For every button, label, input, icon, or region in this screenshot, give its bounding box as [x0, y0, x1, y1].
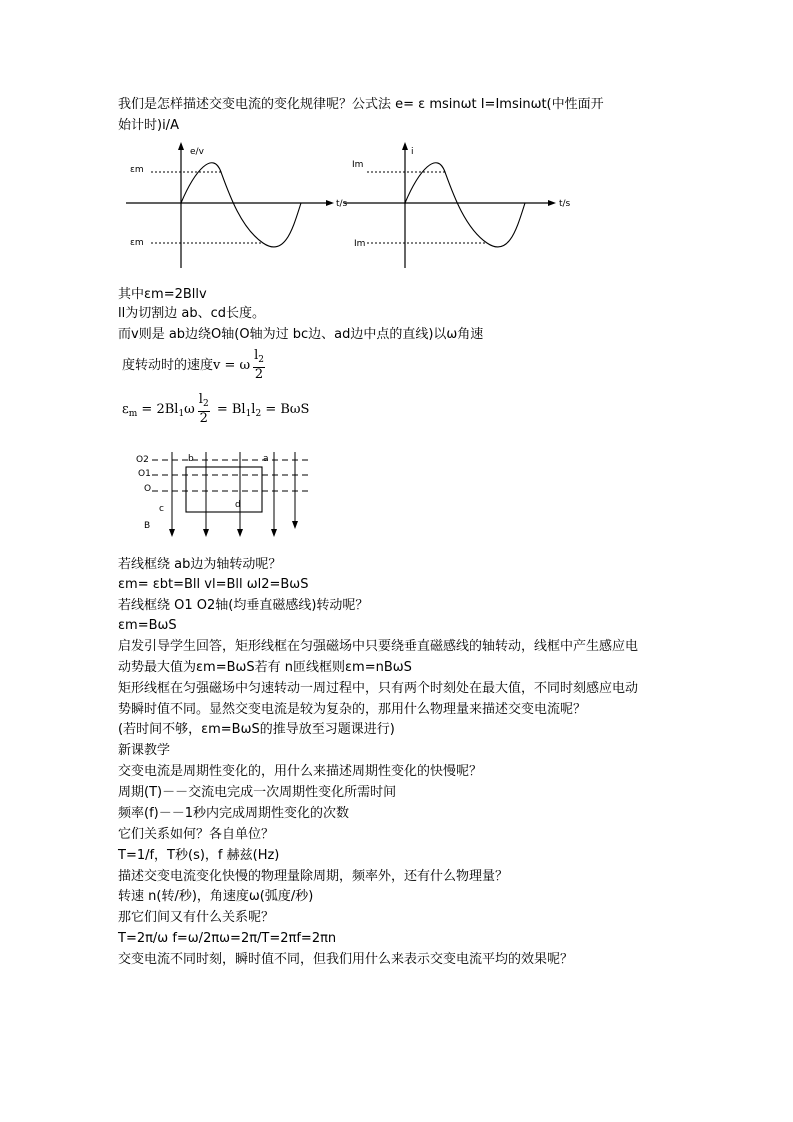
y-axis-label: e/v: [190, 147, 204, 157]
label-a: a: [263, 454, 269, 464]
body-line: 交变电流是周期性变化的，用什么来描述周期性变化的快慢呢？: [118, 764, 483, 779]
max-label: Im: [352, 160, 364, 170]
label-b-field: B: [144, 521, 151, 531]
y-axis-arrow-icon: [178, 142, 184, 150]
emf-rhs1-sub1: 1: [245, 409, 252, 419]
body-line: 频率(f)－－1秒内完成周期性变化的次数: [118, 806, 349, 821]
label-o1: O1: [138, 469, 151, 479]
emf-lhs: ε: [122, 402, 129, 417]
body-line: εm= εbt=Bll vl=Bll ωl2=BωS: [118, 577, 309, 592]
emf-rhs1: = Bl: [212, 402, 246, 417]
body-line: T=1/f，T秒(s)，f 赫兹(Hz): [118, 848, 280, 863]
body-line: T=2π/ω f=ω/2πω=2π/T=2πf=2πn: [118, 931, 337, 946]
def-line-1: 其中εm=2Bllv: [118, 287, 207, 302]
label-o2: O2: [136, 455, 149, 465]
emf-fraction: [198, 393, 210, 426]
def-line-3: 而v则是 ab边绕O轴(O轴为过 bc边、ad边中点的直线)以ω角速: [118, 327, 484, 342]
emf-omega: ω: [184, 402, 195, 417]
x-axis-arrow-icon: [326, 200, 334, 206]
body-line: 转速 n(转/秒)，角速度ω(弧度/秒): [118, 889, 314, 904]
emf-mid-sub: 1: [178, 409, 185, 419]
min-label: εm: [130, 238, 144, 248]
speed-fraction: [253, 349, 265, 382]
body-line: 交变电流不同时刻，瞬时值不同，但我们用什么来表示交变电流平均的效果呢？: [118, 952, 574, 967]
emf-num: l: [198, 392, 203, 407]
emf-rhs1-l: l: [251, 402, 256, 417]
body-line: 动势最大值为εm=BωS若有 n匝线框则εm=nBωS: [118, 660, 412, 675]
label-o: O: [144, 484, 152, 494]
rectangular-coil: [186, 467, 262, 512]
sine-curve: [181, 163, 301, 247]
body-line: 若线框绕 ab边为轴转动呢？: [118, 557, 282, 572]
body-line: 它们关系如何？各自单位？: [118, 827, 275, 842]
speed-num-sub: 2: [258, 355, 265, 365]
body-line: 若线框绕 O1 O2轴(均垂直磁感线)转动呢？: [118, 598, 369, 613]
body-line: 那它们间又有什么关系呢？: [118, 910, 275, 925]
intro-line-1: 我们是怎样描述交变电流的变化规律呢？公式法 e= ε msinωt I=Imsinωt(中性面开: [118, 97, 604, 112]
current-sine-graph: [340, 140, 580, 272]
body-line: (若时间不够，εm=BωS的推导放至习题课进行): [118, 722, 395, 737]
emf-num-sub: 2: [202, 399, 209, 409]
speed-equation: [122, 349, 268, 382]
max-label: εm: [130, 165, 144, 175]
label-b: b: [188, 454, 194, 464]
label-d: d: [235, 500, 241, 510]
body-line: 新课教学: [118, 743, 171, 758]
x-axis-arrow-icon: [548, 200, 556, 206]
body-line: 启发引导学生回答，矩形线框在匀强磁场中只要绕垂直磁感线的轴转动，线框中产生感应电: [118, 639, 639, 654]
body-line: 势瞬时值不同。显然交变电流是较为复杂的，那用什么物理量来描述交变电流呢？: [118, 702, 587, 717]
emf-rhs1-sub2: 2: [255, 409, 262, 419]
magnetic-field-lines: [172, 452, 295, 533]
label-c: c: [159, 504, 164, 514]
emf-equation: [122, 393, 309, 426]
body-line: εm=BωS: [118, 618, 177, 633]
def-line-2: ll为切割边 ab、cd长度。: [118, 306, 265, 321]
body-line: 周期(T)－－交流电完成一次周期性变化所需时间: [118, 785, 397, 800]
emf-rhs2: = BωS: [261, 402, 310, 417]
y-axis-label: i: [411, 147, 414, 157]
field-arrow-icons: [169, 521, 298, 537]
x-axis-label: t/s: [559, 199, 571, 209]
sine-curve: [405, 163, 525, 247]
body-line: 矩形线框在匀强磁场中匀速转动一周过程中，只有两个时刻处在最大值，不同时刻感应电动: [118, 681, 639, 696]
body-line: 描述交变电流变化快慢的物理量除周期，频率外，还有什么物理量？: [118, 869, 509, 884]
emf-den: 2: [199, 411, 208, 426]
y-axis-arrow-icon: [402, 142, 408, 150]
x-axis-label: t/s: [336, 199, 348, 209]
emf-sine-graph: [118, 140, 348, 272]
coil-in-field-diagram: [130, 440, 320, 540]
min-label: Im: [354, 239, 366, 249]
emf-lhs-sub: m: [128, 409, 138, 419]
speed-den: 2: [254, 367, 264, 382]
speed-num: l: [254, 348, 259, 363]
emf-mid: = 2Bl: [137, 402, 179, 417]
speed-prefix: 度转动时的速度v = ω: [122, 358, 251, 373]
intro-line-2: 始计时)i/A: [118, 118, 179, 133]
